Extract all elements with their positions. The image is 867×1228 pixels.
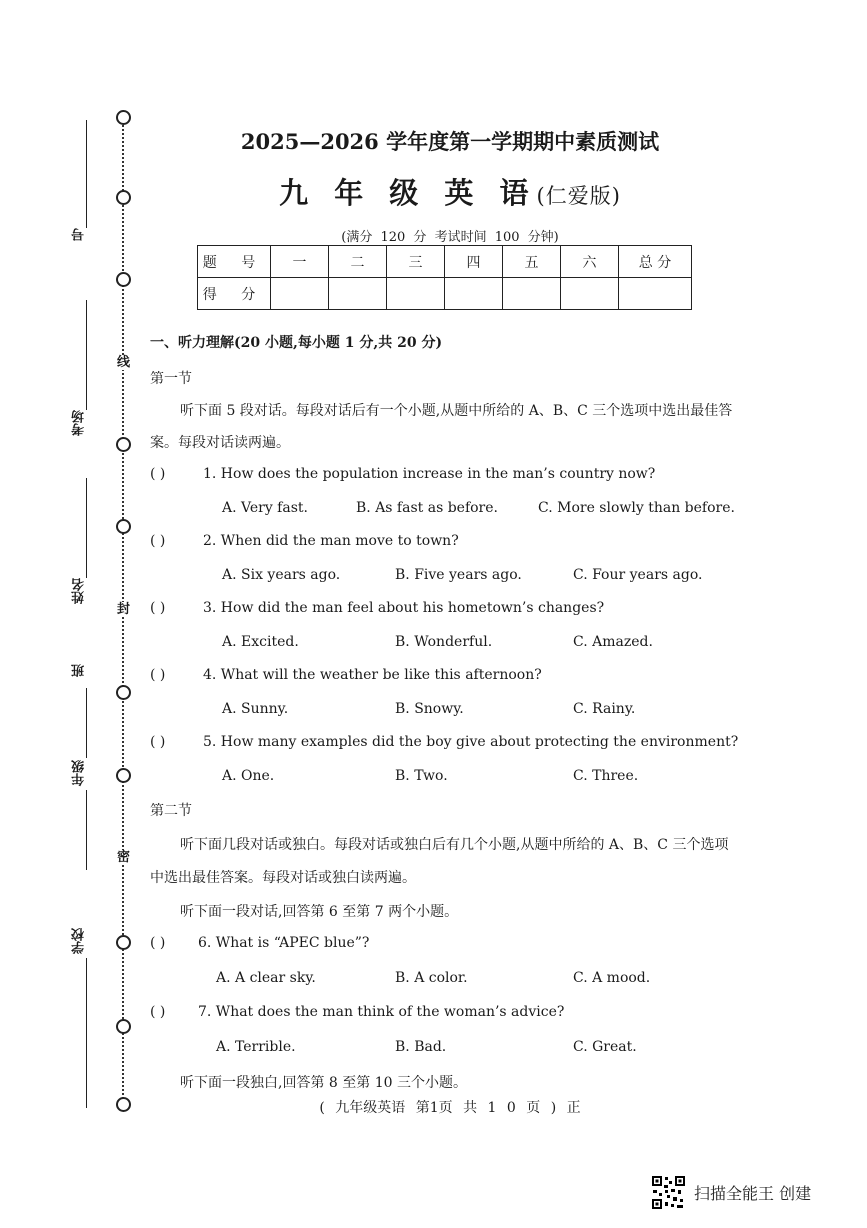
exam-room-line xyxy=(86,300,87,410)
scanner-watermark xyxy=(651,1175,811,1210)
section1-instruction: 听下面 5 段对话。每段对话后有一个小题,从题中所给的 A、B、C 三个选项中选出最佳答 xyxy=(180,403,733,419)
score-input-cell[interactable] xyxy=(503,278,561,310)
score-table-cell: 二 xyxy=(329,246,387,278)
score-table-cell: 六 xyxy=(561,246,619,278)
binding-hole xyxy=(116,519,131,534)
option-c: C. Amazed. xyxy=(573,634,653,650)
option-b: B. Wonderful. xyxy=(395,634,493,650)
score-table-cell: 三 xyxy=(387,246,445,278)
monologue-note: 听下面一段独白,回答第 8 至第 10 三个小题。 xyxy=(180,1075,467,1091)
score-input-cell[interactable] xyxy=(271,278,329,310)
option-a: A. A clear sky. xyxy=(216,970,316,986)
option-c: C. Rainy. xyxy=(573,701,636,717)
answer-bracket[interactable]: ( ) xyxy=(150,466,166,482)
cut-char-seal: 封 xyxy=(117,602,131,617)
cut-char-secret: 密 xyxy=(117,850,131,865)
score-input-cell[interactable] xyxy=(445,278,503,310)
option-a: A. Six years ago. xyxy=(222,567,341,583)
question-text: 7. What does the man think of the woman’s advice? xyxy=(198,1004,565,1020)
grade-label: 年级 xyxy=(70,760,100,786)
exam-room-label: 考场 xyxy=(70,410,100,436)
option-c: C. Great. xyxy=(573,1039,637,1055)
option-a: A. Sunny. xyxy=(222,701,289,717)
binding-hole xyxy=(116,768,131,783)
class-label: 班 xyxy=(70,664,100,677)
answer-bracket[interactable]: ( ) xyxy=(150,667,166,683)
exam-title: 2025—2026 学年度第一学期期中素质测试 xyxy=(240,129,660,154)
answer-bracket[interactable]: ( ) xyxy=(150,935,166,951)
binding-hole xyxy=(116,272,131,287)
scanner-watermark-text: 扫描全能王 创建 xyxy=(694,1184,812,1203)
exam-info: (满分 120 分 考试时间 100 分钟) xyxy=(341,230,559,245)
option-c: C. More slowly than before. xyxy=(538,500,735,516)
score-table-header-row xyxy=(198,246,692,278)
option-b: B. Snowy. xyxy=(395,701,464,717)
score-input-cell[interactable] xyxy=(619,278,692,310)
score-input-cell[interactable] xyxy=(561,278,619,310)
question-text: 2. When did the man move to town? xyxy=(203,533,459,549)
option-c: C. A mood. xyxy=(573,970,651,986)
exam-number-label: 号 xyxy=(70,228,100,241)
score-table-cell: 总 分 xyxy=(619,246,692,278)
question-text: 4. What will the weather be like this afternoon? xyxy=(203,667,542,683)
name-label: 姓名 xyxy=(70,578,100,604)
binding-hole xyxy=(116,1019,131,1034)
score-table-cell: 题 号 xyxy=(198,246,271,278)
grade-line xyxy=(86,790,87,870)
dialogue-note: 听下面一段对话,回答第 6 至第 7 两个小题。 xyxy=(180,904,459,920)
answer-bracket[interactable]: ( ) xyxy=(150,1004,166,1020)
section1-title: 第一节 xyxy=(150,371,192,387)
cut-char-line: 线 xyxy=(117,355,131,370)
option-a: A. Excited. xyxy=(222,634,299,650)
score-table-cell: 一 xyxy=(271,246,329,278)
score-table xyxy=(197,245,692,310)
edition-label: (仁爱版) xyxy=(536,184,621,208)
section1-instruction: 案。每段对话读两遍。 xyxy=(150,435,290,451)
option-b: B. Five years ago. xyxy=(395,567,522,583)
score-table-cell: 得 分 xyxy=(198,278,271,310)
qr-code-icon xyxy=(651,1175,686,1210)
score-input-cell[interactable] xyxy=(329,278,387,310)
name-line xyxy=(86,478,87,578)
option-a: A. Very fast. xyxy=(222,500,308,516)
page-footer: ( 九年级英语 第1页 共 1 0 页 ) 正 xyxy=(319,1100,581,1116)
question-text: 5. How many examples did the boy give about protecting the environment? xyxy=(203,734,739,750)
score-input-cell[interactable] xyxy=(387,278,445,310)
question-text: 6. What is “APEC blue”? xyxy=(198,935,370,951)
answer-bracket[interactable]: ( ) xyxy=(150,734,166,750)
section2-instruction: 中选出最佳答案。每段对话或独白读两遍。 xyxy=(150,870,416,886)
subject-name: 九 年 级 英 语 xyxy=(279,176,537,210)
option-b: B. A color. xyxy=(395,970,468,986)
section2-title: 第二节 xyxy=(150,803,192,819)
option-a: A. Terrible. xyxy=(216,1039,296,1055)
answer-bracket[interactable]: ( ) xyxy=(150,600,166,616)
score-table-cell: 四 xyxy=(445,246,503,278)
school-line xyxy=(86,958,87,1108)
part1-heading: 一、听力理解(20 小题,每小题 1 分,共 20 分) xyxy=(150,335,443,351)
school-label: 学校 xyxy=(70,928,100,954)
option-b: B. Bad. xyxy=(395,1039,447,1055)
option-b: B. As fast as before. xyxy=(356,500,498,516)
answer-bracket[interactable]: ( ) xyxy=(150,533,166,549)
question-text: 3. How did the man feel about his hometown’s changes? xyxy=(203,600,605,616)
option-c: C. Four years ago. xyxy=(573,567,703,583)
option-c: C. Three. xyxy=(573,768,639,784)
binding-hole xyxy=(116,110,131,125)
section2-instruction: 听下面几段对话或独白。每段对话或独白后有几个小题,从题中所给的 A、B、C 三个选项 xyxy=(180,837,729,853)
class-line xyxy=(86,688,87,758)
score-table-score-row xyxy=(198,278,692,310)
option-b: B. Two. xyxy=(395,768,448,784)
binding-hole xyxy=(116,685,131,700)
binding-hole xyxy=(116,935,131,950)
subject-title xyxy=(0,171,867,212)
binding-hole xyxy=(116,437,131,452)
question-text: 1. How does the population increase in the man’s country now? xyxy=(203,466,656,482)
option-a: A. One. xyxy=(222,768,275,784)
score-table-cell: 五 xyxy=(503,246,561,278)
